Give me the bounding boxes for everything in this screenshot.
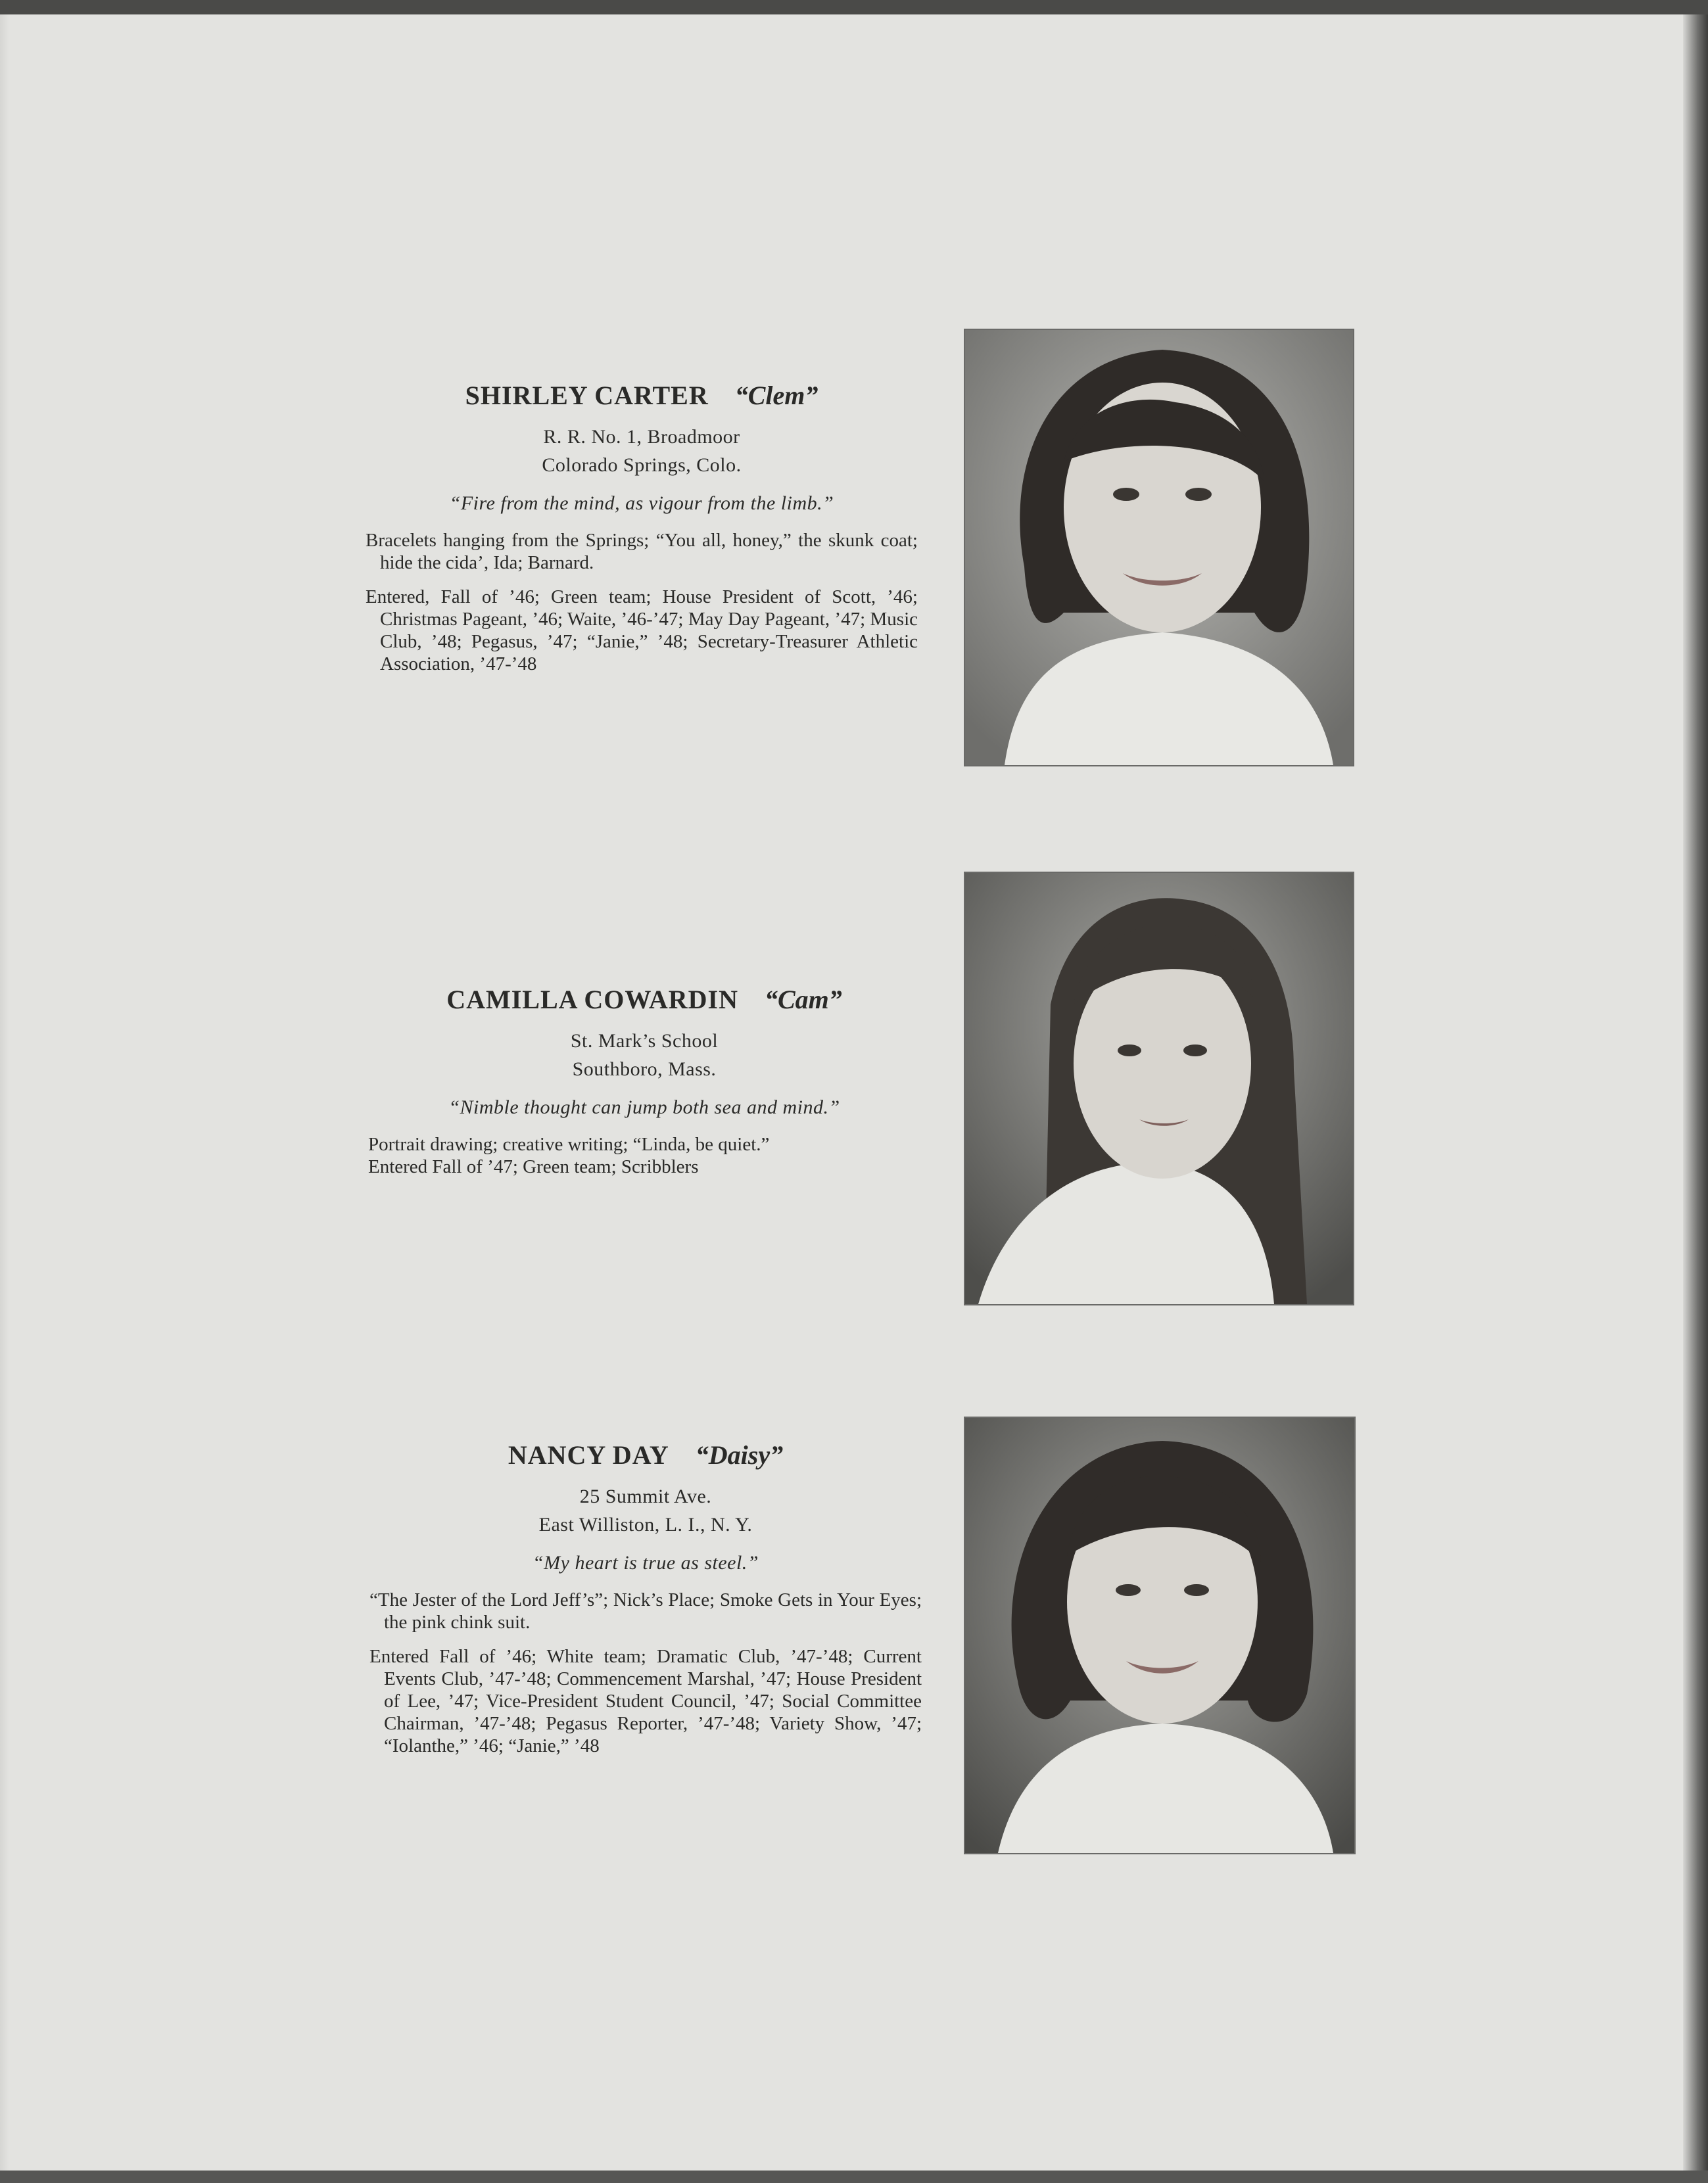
page-edge-shadow bbox=[1683, 14, 1708, 2171]
scan-bottom-border bbox=[0, 2171, 1708, 2183]
senior-entry bbox=[366, 380, 918, 675]
student-nickname: “Cam” bbox=[765, 985, 842, 1014]
senior-entry bbox=[369, 1440, 922, 1757]
student-name: NANCY DAY bbox=[508, 1440, 669, 1470]
senior-quote: “My heart is true as steel.” bbox=[533, 1552, 759, 1574]
student-name: CAMILLA COWARDIN bbox=[446, 985, 738, 1014]
address-line: Colorado Springs, Colo. bbox=[542, 454, 742, 476]
entry-heading bbox=[368, 984, 920, 1015]
activities-text: Entered, Fall of ’46; Green team; House President of Scott, ’46; Christmas Pageant, ’46; Waite, ’46-’47; May Day Pageant, ’47; Music Club, ’48; Pegasus, ’47; “Janie,” ’48; Secretary-Treasurer Athletic Association, ’47-’48 bbox=[366, 586, 918, 674]
portrait-photo bbox=[964, 329, 1354, 766]
address-line: 25 Summit Ave. bbox=[579, 1486, 712, 1507]
portrait-image bbox=[965, 330, 1353, 765]
student-nickname: “Daisy” bbox=[695, 1440, 784, 1470]
activities-text: Entered Fall of ’47; Green team; Scribblers bbox=[368, 1156, 699, 1177]
senior-quote: “Nimble thought can jump both sea and mind.” bbox=[448, 1096, 840, 1118]
scan-top-border bbox=[0, 0, 1708, 14]
portrait-photo bbox=[964, 872, 1354, 1305]
portrait-image bbox=[965, 1418, 1354, 1853]
traits-text: “The Jester of the Lord Jeff’s”; Nick’s Place; Smoke Gets in Your Eyes; the pink chink suit. bbox=[369, 1589, 922, 1633]
student-nickname: “Clem” bbox=[734, 381, 818, 410]
student-name: SHIRLEY CARTER bbox=[465, 381, 709, 410]
page-gutter-shadow bbox=[0, 14, 9, 2171]
address-line: East Williston, L. I., N. Y. bbox=[538, 1514, 753, 1536]
entry-heading bbox=[369, 1440, 922, 1470]
activities-text: Entered Fall of ’46; White team; Dramatic Club, ’47-’48; Current Events Club, ’47-’48; Commencement Marshal, ’47; House President of Lee, ’47; Vice-President Student Council, ’47; Social Committee Chairman, ’47-’48; Pegasus Reporter, ’47-’48; Variety Show, ’47; “Iolanthe,” ’46; “Janie,” ’48 bbox=[369, 1646, 922, 1756]
traits-text: Portrait drawing; creative writing; “Linda, be quiet.” bbox=[368, 1134, 770, 1155]
address-line: Southboro, Mass. bbox=[572, 1058, 717, 1080]
traits-text: Bracelets hanging from the Springs; “You all, honey,” the skunk coat; hide the cida’, Ida; Barnard. bbox=[366, 530, 918, 573]
senior-entry bbox=[368, 984, 920, 1178]
entry-heading bbox=[366, 380, 918, 411]
address-line: St. Mark’s School bbox=[570, 1030, 719, 1052]
portrait-photo bbox=[964, 1417, 1356, 1854]
address-line: R. R. No. 1, Broadmoor bbox=[543, 426, 740, 448]
senior-quote: “Fire from the mind, as vigour from the limb.” bbox=[449, 492, 834, 514]
portrait-image bbox=[965, 873, 1353, 1304]
